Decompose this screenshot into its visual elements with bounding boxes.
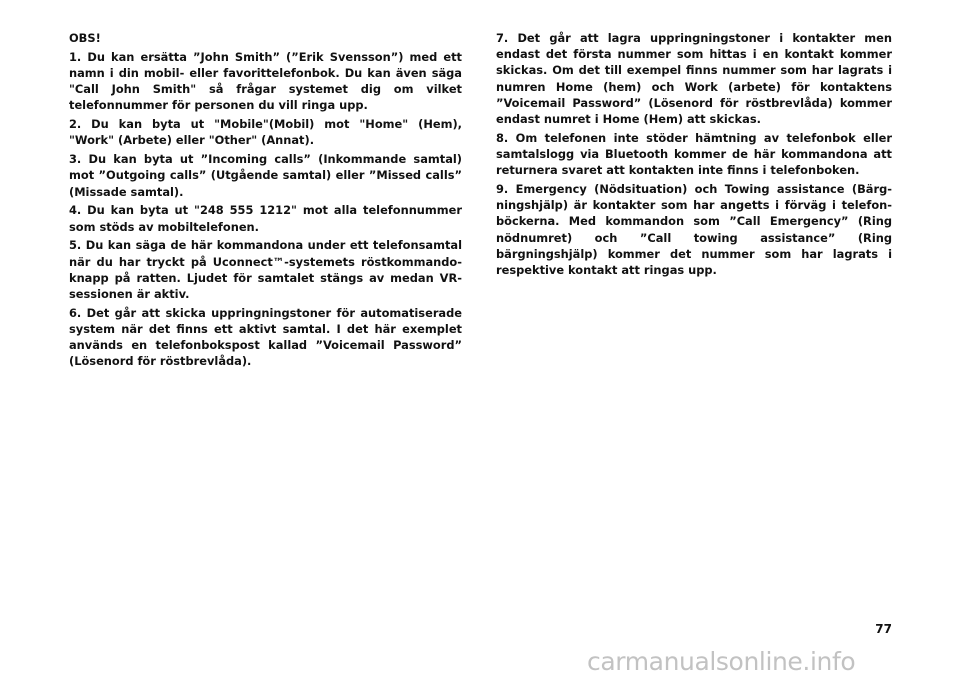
right-column <box>496 30 892 281</box>
left-column <box>69 30 462 372</box>
note-item-7: 7. Det går att lagra uppringningstoner i kontakter men endast det första nummer som hittas i en kontakt kommer skickas. Om det till exempel finns nummer som har lagrats i numren Home (hem) och Work (arbete) för kontaktens ”Voicemail Password” (Lösenord för röstbrevlåda) kommer endast numret i Home (Hem) att skickas. <box>496 31 892 127</box>
note-item-2: 2. Du kan byta ut "Mobile"(Mobil) mot "Home" (Hem), "Work" (Arbete) eller "Other" (Annat). <box>69 117 462 148</box>
note-item-9: 9. Emergency (Nödsituation) och Towing assistance (Bärgningshjälp) är kontakter som har angetts i förväg i telefonböckerna. Med kommandon som ”Call Emergency” (Ring nödnumret) och ”Call towing assistance” (Ring bärgningshjälp) kommer det nummer som har lagrats i respektive kontakt att ringas upp. <box>496 182 892 278</box>
note-item-5: 5. Du kan säga de här kommandona under ett telefonsamtal när du har tryckt på Uconnect™-systemets röstkommandoknapp på ratten. Ljudet för samtalet stängs av medan VR-sessionen är aktiv. <box>69 238 462 302</box>
watermark: carmanualsonline.info <box>587 647 856 676</box>
page-number: 77 <box>875 622 892 636</box>
note-item-3: 3. Du kan byta ut ”Incoming calls” (Inkommande samtal) mot ”Outgoing calls” (Utgående samtal) eller ”Missed calls” (Missade samtal). <box>69 152 462 199</box>
note-item-8: 8. Om telefonen inte stöder hämtning av telefonbok eller samtalslogg via Bluetooth kommer de här kommandona att returnera svaret att kontakten inte finns i telefonboken. <box>496 130 892 178</box>
note-item-1: 1. Du kan ersätta ”John Smith” (”Erik Svensson”) med ett namn i din mobil- eller favorittelefonbok. Du kan även säga "Call John Smith" så frågar systemet dig om vilket telefonnummer för personen du vill ringa upp. <box>69 49 462 113</box>
note-heading: OBS! <box>69 31 101 45</box>
note-item-6: 6. Det går att skicka uppringningstoner för automatiserade system när det finns ett aktivt samtal. I det här exemplet används en telefonbokspost kallad ”Voicemail Password” (Lösenord för röstbrevlåda). <box>69 305 462 369</box>
note-item-4: 4. Du kan byta ut "248 555 1212" mot alla telefonnummer som stöds av mobiltelefonen. <box>69 203 462 234</box>
